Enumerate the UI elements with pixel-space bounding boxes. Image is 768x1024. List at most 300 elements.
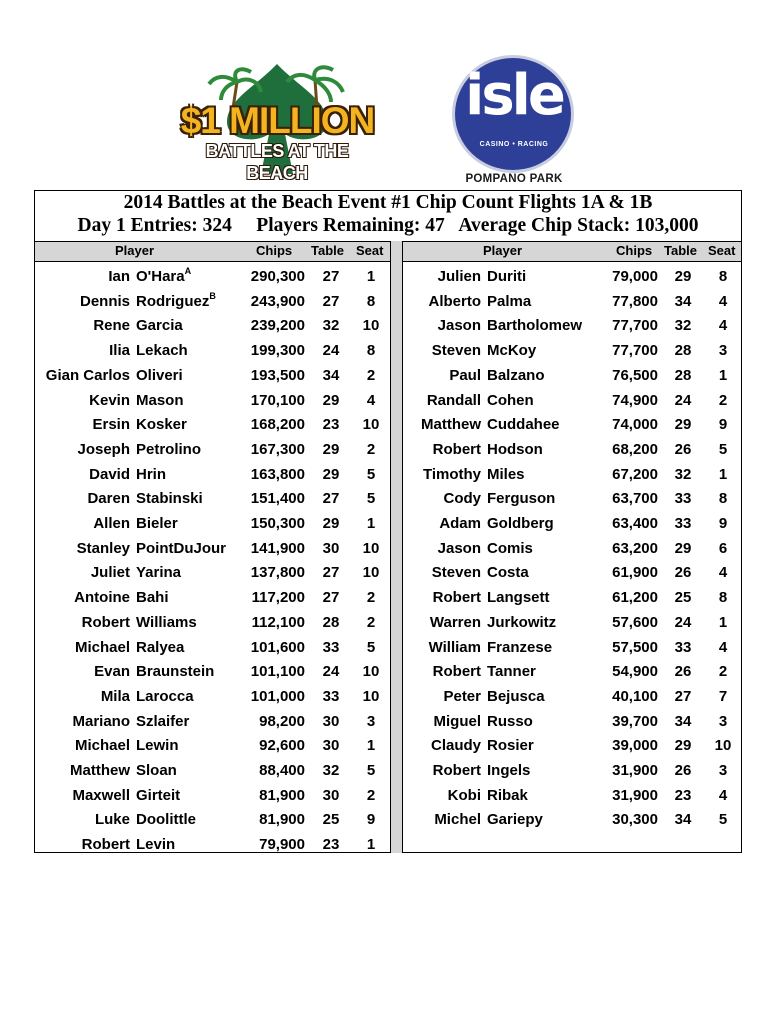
player-last-name: [487, 537, 533, 561]
table-number: 34: [674, 292, 692, 310]
table-row: [35, 265, 389, 289]
player-last-name: [487, 685, 545, 709]
player-last-name-text: Mason: [136, 391, 184, 409]
player-first-name: Robert: [432, 589, 481, 607]
seat-number: 5: [718, 811, 728, 829]
player-first-name: Joseph: [77, 440, 130, 458]
player-last-name-text: Miles: [487, 465, 525, 483]
chip-count: 54,900: [612, 663, 658, 681]
chip-count: 31,900: [612, 786, 658, 804]
table-row: [35, 487, 389, 511]
seat-number: 1: [366, 515, 376, 532]
table-row: [404, 710, 741, 734]
table-number: 28: [674, 366, 692, 384]
player-last-name: [136, 339, 188, 363]
chip-count: 92,600: [259, 737, 305, 755]
player-first-name: Ersin: [92, 416, 130, 434]
player-last-name: [136, 660, 214, 684]
player-last-name: [487, 512, 554, 536]
seat-number: 1: [366, 737, 376, 755]
player-first-name: Warren: [429, 613, 481, 631]
chip-count: 168,200: [250, 416, 305, 434]
player-last-name-text: Rodriguez: [136, 292, 210, 310]
player-last-name: [487, 413, 560, 437]
chip-count: 150,300: [250, 515, 305, 532]
seat-column-label: Seat: [356, 243, 384, 258]
player-last-name-text: Bartholomew: [487, 317, 583, 335]
player-first-name: Jason: [437, 539, 481, 557]
chip-count: 63,700: [612, 490, 658, 508]
chip-count: 290,300: [250, 268, 305, 285]
player-last-name: [136, 636, 184, 660]
player-last-name-text: Bieler: [136, 515, 178, 532]
player-last-name: [487, 290, 531, 314]
table-row: [35, 463, 389, 487]
player-last-name-text: Ferguson: [487, 490, 556, 508]
player-first-name: Timothy: [422, 465, 481, 483]
player-last-name: [487, 611, 556, 635]
player-last-name-text: Ribak: [487, 786, 528, 804]
table-number: 29: [322, 515, 340, 532]
player-first-name: Peter: [443, 687, 481, 705]
player-first-name: Michel: [434, 811, 481, 829]
seat-number: 10: [362, 317, 380, 335]
player-first-name: Robert: [81, 836, 130, 854]
table-row: [35, 759, 389, 783]
player-last-name: [487, 389, 534, 413]
table-row: [404, 290, 741, 314]
table-row: [404, 389, 741, 413]
player-last-name: [136, 389, 184, 413]
seat-number: 10: [362, 663, 380, 681]
table-number: 29: [674, 539, 692, 557]
player-footnote-marker: B: [209, 290, 216, 301]
chip-count: 61,900: [612, 564, 658, 582]
chip-count: 79,900: [259, 836, 305, 854]
player-last-name: [487, 759, 530, 783]
chip-count: 68,200: [612, 440, 658, 458]
chip-count: 170,100: [250, 391, 305, 409]
chip-count: 61,200: [612, 589, 658, 607]
seat-number: 5: [366, 465, 376, 483]
seat-number: 10: [362, 416, 380, 434]
table-row: [35, 438, 389, 462]
entries-stat: Day 1 Entries: 324: [77, 215, 232, 236]
table-number: 26: [674, 663, 692, 681]
player-first-name: Cody: [443, 490, 481, 508]
player-last-name-text: Hrin: [136, 465, 166, 483]
table-number: 33: [322, 687, 340, 705]
player-last-name: [136, 487, 203, 511]
chip-count: 117,200: [251, 589, 305, 607]
player-first-name: Matthew: [70, 762, 130, 779]
chip-count: 67,200: [612, 465, 658, 483]
player-last-name: [136, 833, 175, 857]
chip-count: 193,500: [250, 366, 305, 384]
player-first-name: Adam: [439, 515, 481, 532]
chip-count: 239,200: [250, 317, 305, 335]
table-row: [35, 636, 389, 660]
player-first-name: Randall: [426, 391, 481, 409]
chip-count: 39,000: [612, 737, 658, 755]
table-row: [404, 561, 741, 585]
table-row: [404, 586, 741, 610]
table-number: 32: [322, 317, 340, 335]
player-last-name-text: Balzano: [487, 366, 545, 384]
table-column-label: Table: [664, 243, 697, 258]
seat-number: 3: [366, 712, 376, 730]
player-last-name: [136, 463, 166, 487]
seat-number: 4: [718, 317, 728, 335]
table-row: [404, 463, 741, 487]
table-number: 32: [674, 465, 692, 483]
chip-count: 30,300: [612, 811, 658, 829]
player-last-name: [487, 636, 552, 660]
chip-count: 199,300: [250, 342, 305, 360]
table-row: [404, 685, 741, 709]
seat-number: 2: [366, 440, 376, 458]
player-first-name: Mila: [100, 687, 130, 705]
chip-count: 101,000: [250, 687, 305, 705]
seat-number: 2: [366, 786, 376, 804]
player-first-name: Claudy: [430, 737, 481, 755]
player-last-name: [136, 438, 201, 462]
player-last-name: [487, 438, 543, 462]
chip-count: 141,900: [250, 539, 305, 557]
player-first-name: Michael: [74, 737, 130, 755]
player-first-name: Paul: [449, 366, 481, 384]
table-row: [404, 413, 741, 437]
seat-number: 8: [366, 292, 376, 310]
event-stats: [35, 215, 741, 237]
player-last-name-text: Jurkowitz: [487, 613, 557, 631]
player-first-name: Kevin: [89, 391, 130, 409]
table-number: 34: [674, 712, 692, 730]
seat-number: 7: [718, 687, 728, 705]
player-last-name: [136, 537, 226, 561]
table-row: [35, 710, 389, 734]
player-last-name-text: Gariepy: [487, 811, 543, 829]
isle-location: POMPANO PARK: [465, 173, 563, 185]
table-row: [404, 784, 741, 808]
table-number: 26: [674, 440, 692, 458]
table-number: 27: [322, 564, 340, 582]
player-last-name: [487, 808, 543, 832]
seat-number: 5: [366, 490, 376, 508]
table-number: 34: [322, 366, 340, 384]
table-row: [35, 512, 389, 536]
player-last-name: [487, 734, 534, 758]
table-number: 23: [322, 836, 340, 854]
player-last-name-text: Rosier: [487, 737, 534, 755]
table-number: 29: [674, 268, 692, 285]
player-last-name-text: Garcia: [136, 317, 183, 335]
table-number: 24: [322, 342, 340, 360]
chip-count: 137,800: [250, 564, 305, 582]
player-last-name-text: Langsett: [487, 589, 550, 607]
table-number: 29: [674, 737, 692, 755]
chip-count: 77,700: [612, 342, 658, 360]
seat-number: 6: [718, 539, 728, 557]
table-number: 30: [322, 712, 340, 730]
chip-count: 76,500: [612, 366, 658, 384]
player-first-name: Michael: [74, 638, 130, 656]
player-first-name: Evan: [94, 663, 130, 681]
chip-count-table: [34, 190, 742, 853]
chip-count: 31,900: [612, 762, 658, 779]
player-last-name-text: Williams: [136, 613, 197, 631]
player-last-name-text: Petrolino: [136, 440, 202, 458]
chip-count: 167,300: [250, 440, 305, 458]
table-row: [35, 660, 389, 684]
player-last-name: [136, 784, 180, 808]
player-last-name-text: Cuddahee: [487, 416, 560, 434]
seat-number: 2: [366, 366, 376, 384]
battles-logo-text: BATTLES AT THE BEACH: [205, 141, 349, 183]
player-first-name: Robert: [432, 762, 481, 779]
seat-number: 8: [366, 342, 376, 360]
player-column-label: Player: [483, 243, 523, 258]
seat-number: 4: [718, 786, 728, 804]
table-row: [404, 314, 741, 338]
player-first-name: Rene: [93, 317, 130, 335]
table-number: 30: [322, 786, 340, 804]
table-number: 29: [322, 465, 340, 483]
table-number: 34: [674, 811, 692, 829]
seat-number: 1: [718, 366, 728, 384]
table-number: 24: [322, 663, 340, 681]
player-last-name-text: Braunstein: [136, 663, 215, 681]
chip-count: 101,100: [250, 663, 305, 681]
table-row: [35, 611, 389, 635]
table-row: [404, 265, 741, 289]
player-last-name: [487, 364, 545, 388]
player-first-name: Ian: [108, 268, 130, 285]
table-number: 25: [322, 811, 340, 829]
seat-number: 9: [718, 416, 728, 434]
player-last-name: [487, 586, 550, 610]
table-number: 30: [322, 737, 340, 755]
seat-number: 8: [718, 490, 728, 508]
player-last-name-text: Comis: [487, 539, 533, 557]
player-last-name-text: Sloan: [136, 762, 177, 779]
player-last-name-text: Duriti: [487, 268, 527, 285]
seat-number: 4: [718, 292, 728, 310]
table-number: 24: [674, 391, 692, 409]
chip-count: 79,000: [612, 268, 658, 285]
table-row: [404, 611, 741, 635]
seat-number: 10: [362, 564, 380, 582]
seat-number: 1: [366, 836, 376, 854]
battles-at-the-beach-logo: [165, 62, 390, 182]
table-number: 26: [674, 762, 692, 779]
table-row: [404, 537, 741, 561]
player-last-name-text: Szlaifer: [136, 712, 190, 730]
table-row: [404, 759, 741, 783]
right-column-header: [402, 241, 741, 262]
player-last-name-text: Cohen: [487, 391, 534, 409]
table-row: [404, 512, 741, 536]
player-last-name-text: Kosker: [136, 416, 187, 434]
table-number: 27: [674, 687, 692, 705]
table-number: 29: [674, 416, 692, 434]
seat-number: 3: [718, 712, 728, 730]
player-first-name: Antoine: [74, 589, 130, 607]
player-last-name: [136, 685, 194, 709]
table-number: 30: [322, 539, 340, 557]
million-logo-text: $1 MILLION: [180, 100, 375, 141]
chip-count: 39,700: [612, 712, 658, 730]
table-row: [404, 660, 741, 684]
player-last-name: [487, 561, 529, 585]
table-number: 27: [322, 490, 340, 508]
isle-casino-logo: [450, 55, 578, 187]
player-first-name: Matthew: [421, 416, 481, 434]
table-number: 33: [674, 515, 692, 532]
seat-number: 8: [718, 589, 728, 607]
player-last-name: [136, 561, 181, 585]
player-last-name: [136, 710, 189, 734]
chip-count: 88,400: [259, 762, 305, 779]
player-last-name: [136, 413, 187, 437]
player-last-name-text: Palma: [487, 292, 532, 310]
table-number: 27: [322, 292, 340, 310]
player-first-name: Mariano: [72, 712, 130, 730]
chip-count: 63,400: [612, 515, 658, 532]
player-last-name-text: Hodson: [487, 440, 543, 458]
player-last-name: [136, 734, 179, 758]
player-last-name-text: Bejusca: [487, 687, 545, 705]
seat-number: 5: [366, 762, 376, 779]
chip-count: 151,400: [250, 490, 305, 508]
player-last-name-text: Ralyea: [136, 638, 185, 656]
table-row: [35, 808, 389, 832]
player-last-name: [487, 314, 582, 338]
column-divider: [390, 241, 403, 853]
player-last-name-text: O'Hara: [136, 268, 185, 285]
table-number: 29: [322, 391, 340, 409]
player-last-name-text: Levin: [136, 836, 176, 854]
table-row: [35, 586, 389, 610]
chip-count: 57,600: [612, 613, 658, 631]
player-first-name: Gian Carlos: [45, 366, 130, 384]
player-first-name: Maxwell: [72, 786, 130, 804]
player-last-name-text: Yarina: [136, 564, 182, 582]
seat-number: 2: [366, 613, 376, 631]
seat-number: 8: [718, 268, 728, 285]
seat-number: 4: [366, 391, 376, 409]
player-first-name: Ilia: [109, 342, 130, 360]
seat-number: 5: [718, 440, 728, 458]
player-last-name-text: Doolittle: [136, 811, 196, 829]
player-last-name: [136, 611, 197, 635]
seat-number: 3: [718, 762, 728, 779]
table-row: [35, 389, 389, 413]
player-last-name-text: Franzese: [487, 638, 553, 656]
player-footnote-marker: A: [184, 266, 192, 276]
player-last-name-text: Lekach: [136, 342, 188, 360]
table-number: 28: [322, 613, 340, 631]
table-row: [35, 833, 389, 857]
chip-count: 101,600: [250, 638, 305, 656]
table-row: [35, 339, 389, 363]
player-last-name-text: McKoy: [487, 342, 537, 360]
table-row: [35, 685, 389, 709]
chip-count: 81,900: [259, 786, 305, 804]
table-number: 29: [322, 440, 340, 458]
isle-wordmark: isle: [465, 63, 563, 128]
seat-number: 1: [718, 465, 728, 483]
table-number: 26: [674, 564, 692, 582]
table-row: [35, 413, 389, 437]
seat-number: 2: [718, 391, 728, 409]
table-row: [35, 561, 389, 585]
chip-count: 163,800: [250, 465, 305, 483]
player-last-name: [487, 784, 528, 808]
player-last-name-text: Russo: [487, 712, 533, 730]
player-first-name: William: [428, 638, 481, 656]
table-number: 33: [674, 490, 692, 508]
chip-count: 74,000: [612, 416, 658, 434]
player-last-name: [136, 759, 177, 783]
player-first-name: Robert: [432, 663, 481, 681]
seat-number: 3: [718, 342, 728, 360]
player-first-name: Steven: [431, 564, 481, 582]
player-last-name-text: Oliveri: [136, 366, 183, 384]
player-column-label: Player: [115, 243, 155, 258]
table-row: [404, 438, 741, 462]
player-last-name: [136, 808, 196, 832]
table-row: [404, 339, 741, 363]
player-last-name: [487, 710, 533, 734]
player-first-name: Juliet: [90, 564, 130, 582]
player-last-name: [136, 364, 183, 388]
table-number: 23: [674, 786, 692, 804]
left-column-header: [35, 241, 391, 262]
table-number: 33: [322, 638, 340, 656]
table-row: [35, 784, 389, 808]
page-title: 2014 Battles at the Beach Event #1 Chip Count Flights 1A & 1B: [123, 192, 653, 213]
table-number: 25: [674, 589, 692, 607]
player-first-name: Miguel: [433, 712, 481, 730]
player-first-name: Steven: [431, 342, 481, 360]
chip-count: 77,700: [612, 317, 658, 335]
player-first-name: Daren: [87, 490, 130, 508]
chip-count: 98,200: [259, 712, 305, 730]
player-last-name-text: Tanner: [487, 663, 536, 681]
player-first-name: Jason: [437, 317, 481, 335]
player-first-name: Alberto: [428, 292, 481, 310]
player-last-name: [487, 660, 536, 684]
player-first-name: Robert: [432, 440, 481, 458]
table-row: [404, 636, 741, 660]
table-number: 32: [322, 762, 340, 779]
table-number: 32: [674, 317, 692, 335]
player-first-name: Julien: [437, 268, 481, 285]
player-last-name-text: Stabinski: [136, 490, 203, 508]
table-row: [35, 537, 389, 561]
chip-count: 81,900: [259, 811, 305, 829]
player-last-name-text: Larocca: [136, 687, 194, 705]
player-last-name: [487, 487, 555, 511]
player-first-name: David: [89, 465, 130, 483]
player-first-name: Dennis: [79, 292, 130, 310]
chip-count: 40,100: [612, 687, 658, 705]
chip-count: 243,900: [250, 292, 305, 310]
seat-number: 2: [366, 589, 376, 607]
player-last-name-text: Ingels: [487, 762, 531, 779]
player-first-name: Luke: [94, 811, 130, 829]
